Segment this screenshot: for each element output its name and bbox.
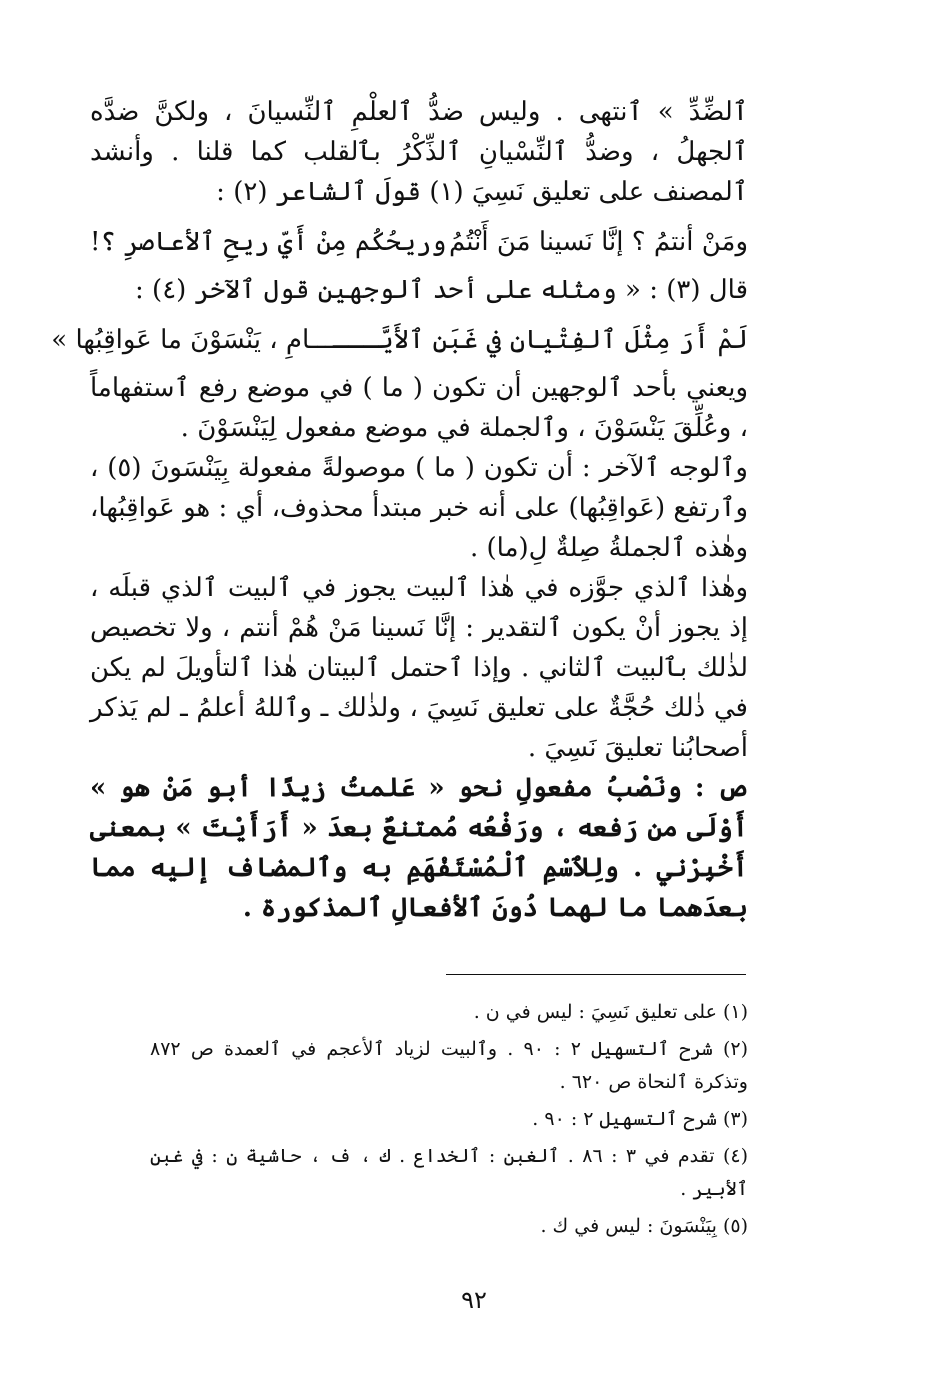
paragraph-4: وٱلوجه ٱلآخر : أن تكون ( ما ) موصولةً مفعولة بِيَنْسَونَ (٥) ، وٱرتفع (عَواقِبُها) على أنه خبر مبتدأ محذوف، أي : هو عَواقِبُها، وهٰذه ٱلجملةُ صِلةٌ لِ(ما) . — [90, 453, 748, 563]
paragraph-3: ويعني بأحد ٱلوجهين أن تكون ( ما ) في موضع رفع ٱستفهاماً ، وعُلِّقَ يَنْسَوْنَ ، وٱلجملة في موضع مفعول لِيَنْسَوْنَ . — [90, 373, 748, 443]
page-number: ٩٢ — [461, 1286, 487, 1314]
footnotes — [150, 996, 748, 1247]
paragraph-2: قال (٣) : « ومثله على أحد ٱلوجهين قول ٱلآخر (٤) : — [135, 275, 748, 305]
footnote-2: (٢) شرح ٱلتسهيل ٢ : ٩٠ . وٱلبيت لزياد ٱلأعجم في ٱلعمدة ص ٨٧٢ وتذكرة ٱلنحاة ص ٦٢٠ . — [150, 1038, 749, 1093]
paragraph-1: ٱلضِّدِّ » ٱنتهى . وليس ضدُّ ٱلعلْمِ ٱلنِّسيانَ ، ولكنَّ ضدَّه ٱلجهلُ ، وضدُّ ٱلنِّسْيانِ ٱلذِّكْرُ بٱلقلب كما قلنا . وأنشد ٱلمصنف على تعليق نَسِيَ (١) قولَ ٱلشاعر (٢) : — [90, 97, 748, 207]
verse-2 — [51, 320, 748, 360]
verse-1-second-hemistich: وريحُكُم مِنْ أَيِّ ريحِ ٱلأعاصرِ ؟! — [90, 227, 447, 257]
main-text — [51, 92, 748, 928]
verse-1 — [90, 222, 748, 262]
paragraph-6-matn: ص : ونَصْبُ مفعولِ نحو « عَلمتُ زيدًا أبو مَنْ هو » أَوْلَى من رَفعه ، ورَفْعُه مُمتنعٌ بعدَ « أَرَأَيْتَ » بمعنى أَخْبِرْني . ولِلٱسْمِ ٱلْمُسْتَفْهَمِ به وٱلمضاف إليه مما بعدَهما ما لهما دُونَ ٱلأفعالِ ٱلمذكورة . — [90, 773, 748, 923]
paragraph-5: وهٰذا ٱلذي جوَّزه في هٰذا ٱلبيت يجوز في ٱلبيت ٱلذي قبلَه ، إذ يجوز أنْ يكون ٱلتقدير : إنَّا نَسينا مَنْ هُمْ أنتم ، ولا تخصيص لذٰلك بٱلبيت ٱلثاني . وإذا ٱحتمل ٱلبيتان هٰذا ٱلتأويلَ لم يكن في ذٰلك حُجَّةٌ على تعليق نَسِيَ ، ولذٰلك ـ وٱللهُ أعلمُ ـ لم يَذكر أصحابُنا تعليقَ نَسِيَ . — [90, 573, 748, 763]
footnote-3: (٣) شرح ٱلتسهيل ٢ : ٩٠ . — [532, 1108, 748, 1130]
verse-2-first-hemistich: لَمْ أَرَ مِثْلَ ٱلفِتْيانِ في غَبَنِ ٱلأَيَّـــ — [332, 325, 748, 355]
footnote-1: (١) على تعليق نَسِيَ : ليس في ن . — [473, 1001, 748, 1023]
footnote-5: (٥) بِيَنْسَونَ : ليس في ك . — [540, 1215, 748, 1237]
verse-1-first-hemistich: ومَنْ أنتمُ ؟ إنَّا نَسينا مَنَ أَنْتُمُ — [448, 227, 748, 257]
footnote-separator — [446, 974, 746, 975]
verse-2-second-hemistich: ـــامِ ، يَنْسَوْنَ ما عَواقِبُها » — [51, 325, 333, 355]
footnote-4: (٤) تقدم في ٣ : ٨٦ . ٱلغبن : ٱلخداع . ك ، ف ، حاشية ن : في غبن ٱلأبير . — [150, 1145, 748, 1200]
